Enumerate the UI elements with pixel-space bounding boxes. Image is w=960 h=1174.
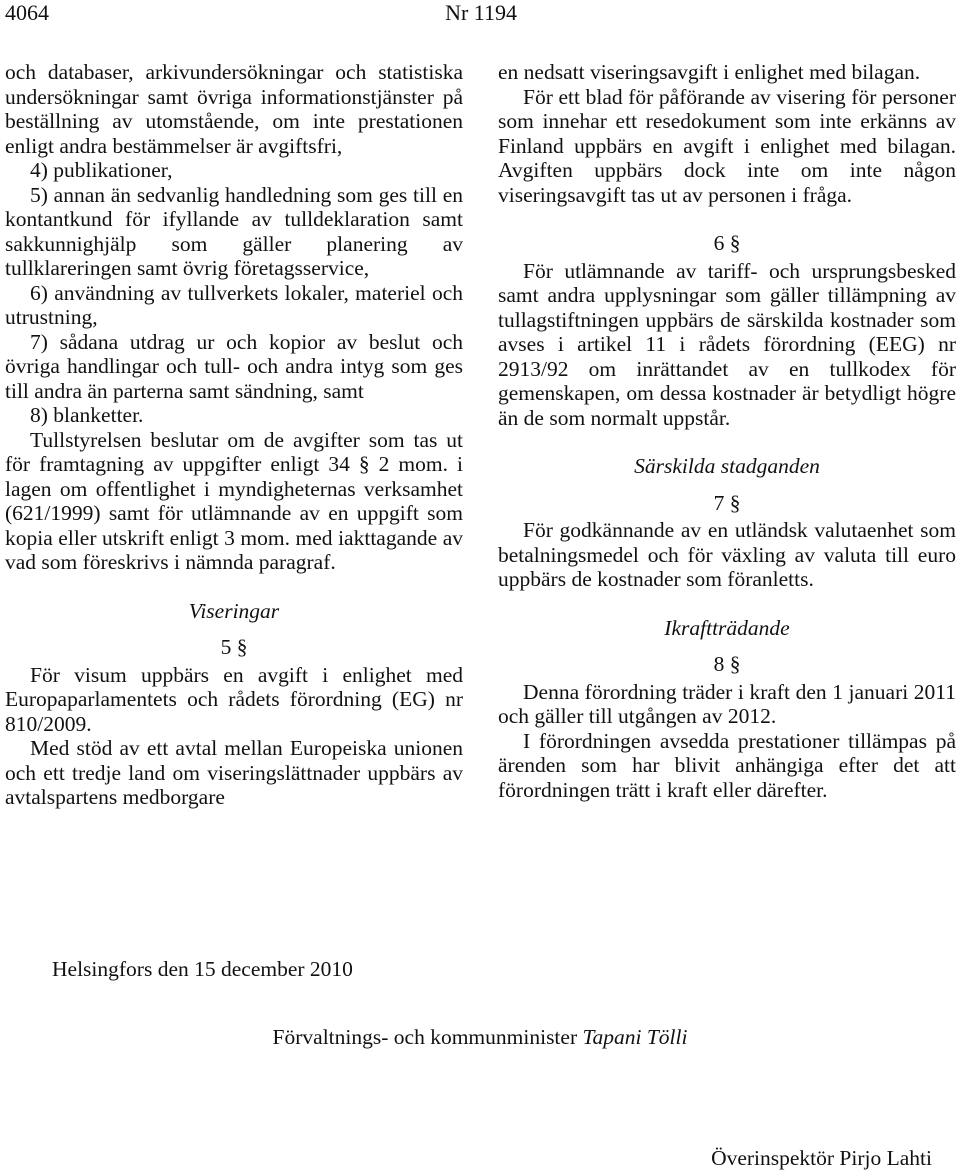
- section-heading-visas: Viseringar: [188, 598, 280, 623]
- document-number: Nr 1194: [445, 0, 517, 25]
- page-header: [5, 0, 517, 30]
- list-item-guidance: 5) annan än sedvanlig handledning som ges till en kontantkund för ifyllande av tulldeklaration samt sakkunnighjälp som gäller planering av tullklareringen samt övrig företagsservice,: [5, 182, 463, 280]
- left-column: [5, 60, 463, 810]
- list-item-continuation: och databaser, arkivundersökningar och statistiska undersökningar samt övriga informationstjänster på beställning av utomstående, om inte prestationen enligt andra bestämmelser är avgiftsfri,: [5, 60, 463, 158]
- body-paragraph-entry-date: Denna förordning träder i kraft den 1 januari 2011 och gäller till utgången av 2012.: [498, 679, 956, 728]
- body-paragraph-visa-agreement: Med stöd av ett avtal mellan Europeiska unionen och ett tredje land om viseringslättnader uppbärs av avtalspartens medborgare: [5, 736, 463, 809]
- right-column: [498, 60, 956, 802]
- body-paragraph-customs-board: Tullstyrelsen beslutar om de avgifter som tas ut för framtagning av uppgifter enligt 34 § 2 mom. i lagen om offentlighet i myndigheternas verksamhet (621/1999) samt för utlämnande av en uppgift som kopia eller utskrift enligt 3 mom. med iakttagande av vad som föreskrivs i nämnda paragraf.: [5, 427, 463, 574]
- section-number-7: 7 §: [713, 490, 741, 515]
- page-number: 4064: [5, 0, 49, 25]
- body-paragraph-section-7: För godkännande av en utländsk valutaenhet som betalningsmedel och för växling av valuta till euro uppbärs de kostnader som föranletts.: [498, 518, 956, 591]
- list-item-forms: 8) blanketter.: [30, 403, 144, 427]
- list-item-extracts: 7) sådana utdrag ur och kopior av beslut och övriga handlingar och tull- och andra intyg som ges till andra än parterna samt sändning, samt: [5, 329, 463, 403]
- list-item-publications: 4) publikationer,: [30, 158, 173, 182]
- minister-signature: [0, 1025, 960, 1050]
- minister-name: Tapani Tölli: [582, 1025, 688, 1049]
- section-heading-entry-into-force: Ikraftträdande: [664, 615, 790, 640]
- section-number-6: 6 §: [713, 231, 741, 255]
- place-and-date: Helsingfors den 15 december 2010: [52, 957, 353, 981]
- section-heading-special: Särskilda stadganden: [634, 454, 820, 478]
- list-item-premises: 6) användning av tullverkets lokaler, materiel och utrustning,: [5, 280, 463, 329]
- body-paragraph-applicability: I förordningen avsedda prestationer tillämpas på ärenden som har blivit anhängiga efter det att förordningen trätt i kraft eller därefter.: [498, 728, 956, 802]
- body-paragraph-visa-fee: För visum uppbärs en avgift i enlighet med Europaparlamentets och rådets förordning (EG) nr 810/2009.: [5, 662, 463, 736]
- body-paragraph-visa-sheet: För ett blad för påförande av visering för personer som innehar ett resedokument som inte erkänns av Finland uppbärs en avgift i enlighet med bilagan. Avgiften uppbärs dock inte om inte någon viseringsavgift tas ut av personen i fråga.: [498, 84, 956, 207]
- body-paragraph-continuation: en nedsatt viseringsavgift i enlighet med bilagan.: [498, 60, 921, 84]
- section-number-8: 8 §: [713, 652, 741, 676]
- body-paragraph-section-6: För utlämnande av tariff- och ursprungsbesked samt andra upplysningar som gäller tillämpning av tullagstiftningen uppbärs de särskilda kostnader som avses i artikel 11 i rådets förordning (EEG) nr 2913/92 om inrättandet av en tullkodex för gemenskapen, om dessa kostnader är betydligt högre än de som normalt uppstår.: [498, 258, 956, 430]
- section-number-5: 5 §: [220, 635, 248, 659]
- minister-title: Förvaltnings- och kommunminister: [272, 1025, 578, 1049]
- inspector-signature: Överinspektör Pirjo Lahti: [711, 1146, 932, 1170]
